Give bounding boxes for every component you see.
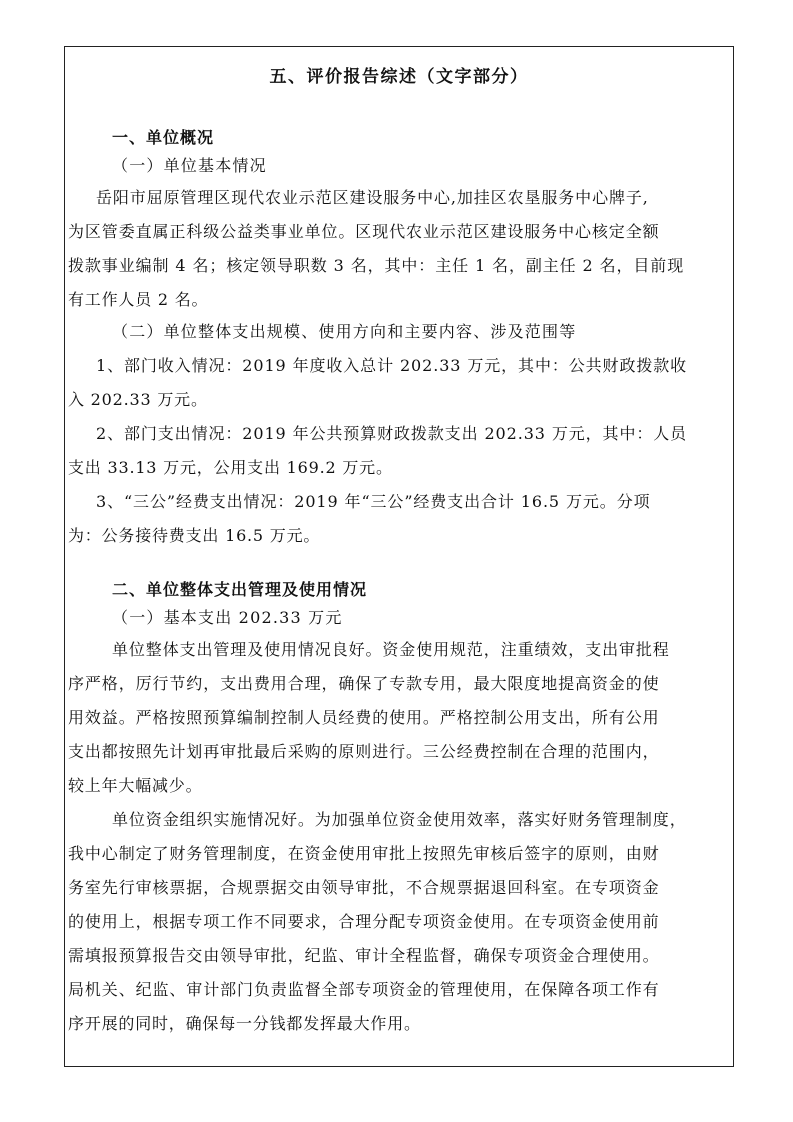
paragraph-line: 入 202.33 万元。	[68, 390, 208, 409]
paragraph-line: 用效益。严格按照预算编制控制人员经费的使用。严格控制公用支出，所有公用	[68, 708, 660, 727]
paragraph-line: 1、部门收入情况：2019 年度收入总计 202.33 万元，其中：公共财政拨款收	[96, 356, 688, 375]
paragraph-line: 局机关、纪监、审计部门负责监督全部专项资金的管理使用，在保障各项工作有	[68, 980, 660, 999]
subsection-heading-basic-expenditure: （一）基本支出 202.33 万元	[112, 608, 343, 627]
paragraph-line: 拨款事业编制 4 名；核定领导职数 3 名，其中：主任 1 名，副主任 2 名，目前现	[68, 256, 685, 275]
paragraph-line: 有工作人员 2 名。	[68, 290, 209, 309]
paragraph-line: 较上年大幅减少。	[68, 776, 203, 795]
paragraph-line: 支出都按照先计划再审批最后采购的原则进行。三公经费控制在合理的范围内，	[68, 742, 660, 761]
paragraph-line: 单位资金组织实施情况好。为加强单位资金使用效率，落实好财务管理制度，	[112, 810, 687, 829]
subsection-heading-basic-info: （一）单位基本情况	[112, 156, 267, 175]
paragraph-line: 需填报预算报告交由领导审批，纪监、审计全程监督，确保专项资金合理使用。	[68, 946, 660, 965]
paragraph-line: 2、部门支出情况：2019 年公共预算财政拨款支出 202.33 万元，其中：人员	[96, 424, 688, 443]
paragraph-line: 的使用上，根据专项工作不同要求，合理分配专项资金使用。在专项资金使用前	[68, 912, 660, 931]
paragraph-line: 为：公务接待费支出 16.5 万元。	[68, 526, 321, 545]
paragraph-line: 序严格，厉行节约，支出费用合理，确保了专款专用，最大限度地提高资金的使	[68, 674, 660, 693]
paragraph-line: 为区管委直属正科级公益类事业单位。区现代农业示范区建设服务中心核定全额	[68, 222, 660, 241]
paragraph-line: 3、“三公”经费支出情况：2019 年“三公”经费支出合计 16.5 万元。分项	[96, 492, 651, 511]
paragraph-line: 序开展的同时，确保每一分钱都发挥最大作用。	[68, 1014, 421, 1033]
section-heading-expenditure-management: 二、单位整体支出管理及使用情况	[112, 580, 368, 599]
section-heading-unit-overview: 一、单位概况	[112, 128, 215, 147]
paragraph-line: 务室先行审核票据，合规票据交由领导审批，不合规票据退回科室。在专项资金	[68, 878, 660, 897]
paragraph-line: 岳阳市屈原管理区现代农业示范区建设服务中心,加挂区农垦服务中心牌子,	[96, 188, 649, 207]
page-title: 五、评价报告综述（文字部分）	[269, 67, 529, 87]
paragraph-line: 支出 33.13 万元，公用支出 169.2 万元。	[68, 458, 393, 477]
paragraph-line: 单位整体支出管理及使用情况良好。资金使用规范，注重绩效，支出审批程	[112, 640, 670, 659]
subsection-heading-expenditure-scale: （二）单位整体支出规模、使用方向和主要内容、涉及范围等	[112, 322, 577, 341]
paragraph-line: 我中心制定了财务管理制度，在资金使用审批上按照先审核后签字的原则，由财	[68, 844, 660, 863]
